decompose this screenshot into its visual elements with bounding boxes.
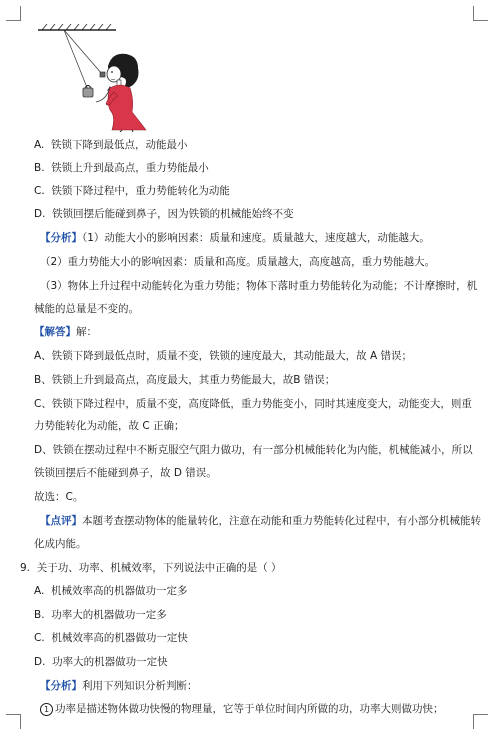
option-letter: A. (34, 585, 45, 597)
analysis-line-2: （2）重力势能大小的影响因素：质量和高度。质量越大，高度越高，重力势能越大。 (40, 256, 436, 268)
option-text: 铁锁下降到最低点，动能最小 (51, 139, 188, 151)
q8-option-d (34, 207, 294, 221)
answer-tag: 【解答】 (34, 326, 76, 338)
answer-choice: 故选：C。 (34, 491, 84, 503)
analysis-line-3: （3）物体上升过程中动能转化为重力势能；物体下落时重力势能转化为动能；不计摩擦时，机 (40, 280, 478, 292)
crop-mark-bottom-right (473, 714, 488, 729)
analysis-text: （1）动能大小的影响因素：质量和速度。质量越大，速度越大，动能越大。 (82, 232, 430, 244)
option-text: 机械效率高的机器做功一定多 (51, 585, 188, 597)
option-letter: C. (34, 632, 45, 644)
analysis-line-1 (40, 231, 430, 245)
option-letter: D. (34, 208, 46, 220)
q9-option-b (34, 608, 167, 622)
answer-line-d1: D、铁锁在摆动过程中不断克服空气阻力做功，有一部分机械能转化为内能，机械能减小，所以 (34, 444, 473, 456)
option-letter: D. (34, 656, 46, 668)
comment-line-2: 化成内能。 (34, 538, 87, 550)
q9-stem (20, 561, 282, 575)
q9-option-a (34, 584, 188, 598)
q8-option-b (34, 161, 209, 175)
q9-option-d (34, 655, 168, 669)
answer-line-d2: 铁锁回摆后不能碰到鼻子，故 D 错误。 (34, 467, 217, 479)
analysis-line-4: 械能的总量是不变的。 (34, 303, 139, 315)
analysis-tag: 【分析】 (40, 232, 82, 244)
answer-heading (34, 325, 97, 339)
comment-tag: 【点评】 (40, 515, 82, 527)
dress-shape (108, 85, 146, 130)
crop-mark-top-right (473, 6, 488, 21)
option-letter: B. (34, 609, 45, 621)
q9-point-1 (40, 702, 444, 716)
pendulum-illustration (34, 22, 164, 132)
option-text: 机械效率高的机器做功一定快 (51, 632, 188, 644)
option-text: 功率大的机器做功一定多 (51, 609, 167, 621)
option-text: 铁锁回摆后能碰到鼻子，因为铁锁的机械能始终不变 (52, 208, 294, 220)
q9-option-c (34, 631, 188, 645)
crop-mark-top-left (6, 6, 21, 21)
question-number: 9. (20, 562, 31, 574)
option-letter: C. (34, 185, 45, 197)
option-letter: A. (34, 139, 45, 151)
answer-line-c2: 力势能转化为动能，故 C 正确； (34, 420, 185, 432)
option-text: 铁锁上升到最高点，重力势能最小 (51, 162, 209, 174)
crop-mark-bottom-left (6, 714, 21, 729)
point-text: 功率是描述物体做功快慢的物理量，它等于单位时间内所做的功，功率大则做功快； (55, 703, 444, 715)
comment-line-1 (40, 514, 481, 528)
option-letter: B. (34, 162, 45, 174)
option-text: 功率大的机器做功一定快 (52, 656, 168, 668)
answer-line-c1: C、铁锁下降过程中，质量不变，高度降低，重力势能变小，同时其速度变大，动能变大，则重 (34, 398, 472, 410)
option-text: 铁锁下降过程中，重力势能转化为动能 (51, 185, 230, 197)
q9-analysis (40, 679, 198, 693)
analysis-tag: 【分析】 (40, 680, 82, 692)
lock-icon (83, 86, 93, 98)
analysis-text: 利用下列知识分析判断： (82, 680, 198, 692)
circled-number: 1 (40, 703, 53, 716)
q8-option-a (34, 138, 188, 152)
comment-text: 本题考查摆动物体的能量转化，注意在动能和重力势能转化过程中，有小部分机械能转 (82, 515, 481, 527)
answer-line-b: B、铁锁上升到最高点，高度最大，其重力势能最大，故B 错误； (34, 374, 336, 386)
answer-colon: 解： (76, 326, 97, 338)
question-stem: 关于功、功率、机械效率，下列说法中正确的是（ ） (36, 562, 282, 574)
q8-option-c (34, 184, 230, 198)
answer-line-a: A、铁锁下降到最低点时，质量不变，铁锁的速度最大，其动能最大，故 A 错误； (34, 350, 413, 362)
